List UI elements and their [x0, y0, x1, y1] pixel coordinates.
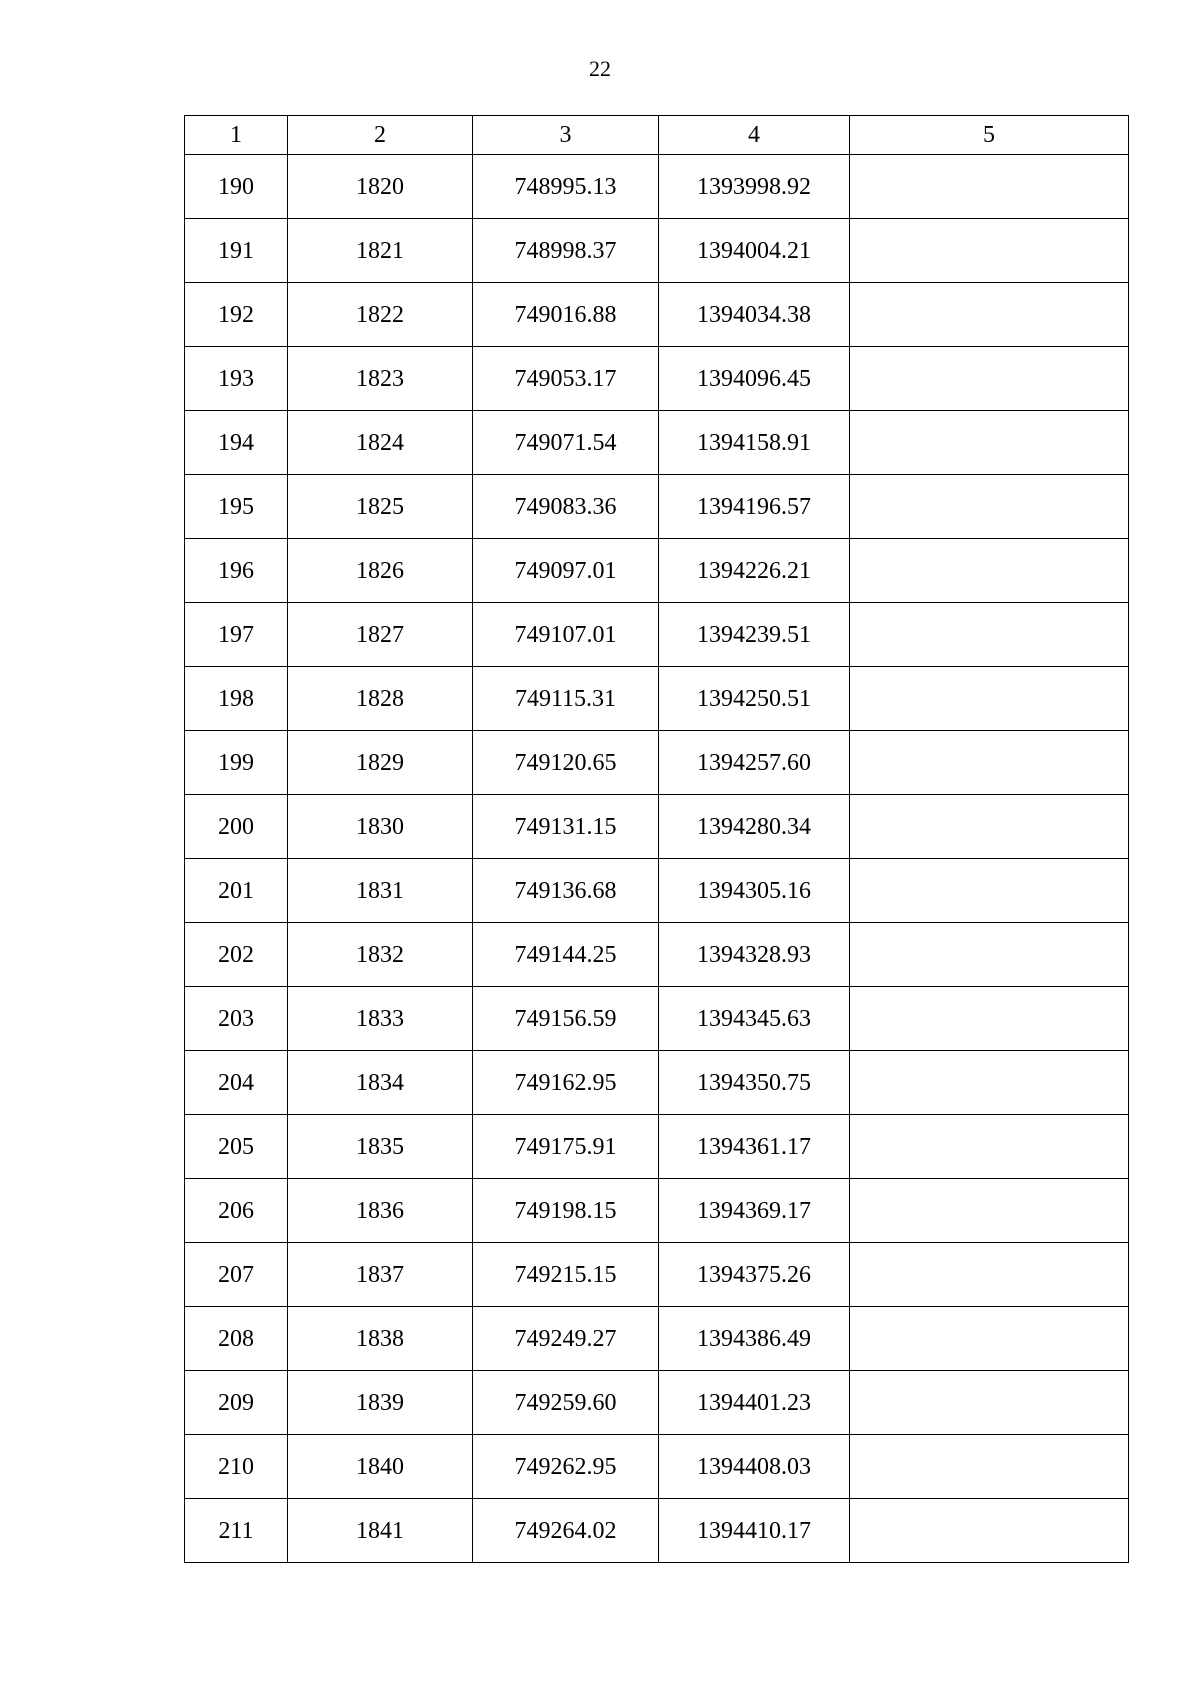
table-cell-col-3: 749215.15: [473, 1243, 659, 1307]
table-cell-col-4: 1394226.21: [659, 539, 850, 603]
table-cell-col-4: 1394328.93: [659, 923, 850, 987]
table-cell-col-2: 1830: [288, 795, 473, 859]
table-cell-col-4: 1394345.63: [659, 987, 850, 1051]
table-row: [185, 539, 1129, 603]
table-cell-col-2: 1832: [288, 923, 473, 987]
table-row: [185, 1307, 1129, 1371]
table-row: [185, 667, 1129, 731]
column-header-5: 5: [850, 116, 1129, 155]
column-header-4: 4: [659, 116, 850, 155]
table-cell-col-3: 749016.88: [473, 283, 659, 347]
table-cell-col-3: 749262.95: [473, 1435, 659, 1499]
table-row: [185, 1051, 1129, 1115]
table-cell-col-3: 749115.31: [473, 667, 659, 731]
table-cell-col-5: [850, 475, 1129, 539]
table-cell-col-3: 748995.13: [473, 155, 659, 219]
table-cell-col-2: 1823: [288, 347, 473, 411]
table-row: [185, 155, 1129, 219]
table-cell-col-4: 1394239.51: [659, 603, 850, 667]
table-cell-col-1: 206: [185, 1179, 288, 1243]
table-cell-col-3: 748998.37: [473, 219, 659, 283]
table-cell-col-3: 749175.91: [473, 1115, 659, 1179]
table-cell-col-4: 1394305.16: [659, 859, 850, 923]
table-cell-col-3: 749156.59: [473, 987, 659, 1051]
table-cell-col-4: 1394096.45: [659, 347, 850, 411]
table-cell-col-3: 749107.01: [473, 603, 659, 667]
table-cell-col-1: 194: [185, 411, 288, 475]
table-cell-col-3: 749120.65: [473, 731, 659, 795]
table-row: [185, 219, 1129, 283]
table-cell-col-2: 1829: [288, 731, 473, 795]
table-cell-col-3: 749144.25: [473, 923, 659, 987]
table-cell-col-3: 749259.60: [473, 1371, 659, 1435]
table-cell-col-3: 749249.27: [473, 1307, 659, 1371]
table-cell-col-3: 749136.68: [473, 859, 659, 923]
table-cell-col-2: 1826: [288, 539, 473, 603]
table-row: [185, 1179, 1129, 1243]
table-cell-col-5: [850, 1371, 1129, 1435]
table-cell-col-2: 1836: [288, 1179, 473, 1243]
table-cell-col-4: 1394401.23: [659, 1371, 850, 1435]
table-body: [185, 155, 1129, 1563]
table-cell-col-5: [850, 1243, 1129, 1307]
table-cell-col-2: 1835: [288, 1115, 473, 1179]
table-row: [185, 987, 1129, 1051]
table-cell-col-5: [850, 1051, 1129, 1115]
table-row: [185, 1499, 1129, 1563]
table-cell-col-5: [850, 987, 1129, 1051]
table-cell-col-4: 1394280.34: [659, 795, 850, 859]
table-cell-col-1: 201: [185, 859, 288, 923]
table-cell-col-1: 208: [185, 1307, 288, 1371]
table-cell-col-5: [850, 667, 1129, 731]
table-cell-col-1: 199: [185, 731, 288, 795]
table-cell-col-4: 1394369.17: [659, 1179, 850, 1243]
table-cell-col-2: 1838: [288, 1307, 473, 1371]
table-cell-col-4: 1394034.38: [659, 283, 850, 347]
table-cell-col-1: 196: [185, 539, 288, 603]
table-cell-col-5: [850, 1499, 1129, 1563]
table-cell-col-2: 1821: [288, 219, 473, 283]
table-cell-col-1: 204: [185, 1051, 288, 1115]
table-cell-col-5: [850, 1179, 1129, 1243]
table-cell-col-3: 749131.15: [473, 795, 659, 859]
table-cell-col-5: [850, 411, 1129, 475]
table-row: [185, 795, 1129, 859]
table-cell-col-1: 211: [185, 1499, 288, 1563]
table-cell-col-4: 1394410.17: [659, 1499, 850, 1563]
table-cell-col-1: 200: [185, 795, 288, 859]
coordinates-table: [184, 115, 1129, 1563]
table-cell-col-5: [850, 539, 1129, 603]
table-cell-col-5: [850, 347, 1129, 411]
table-row: [185, 603, 1129, 667]
table-cell-col-5: [850, 155, 1129, 219]
table-cell-col-4: 1394250.51: [659, 667, 850, 731]
table-cell-col-5: [850, 923, 1129, 987]
table-cell-col-5: [850, 603, 1129, 667]
table-cell-col-2: 1839: [288, 1371, 473, 1435]
table-row: [185, 475, 1129, 539]
table-cell-col-3: 749264.02: [473, 1499, 659, 1563]
table-cell-col-4: 1394408.03: [659, 1435, 850, 1499]
table-cell-col-3: 749053.17: [473, 347, 659, 411]
table-cell-col-3: 749071.54: [473, 411, 659, 475]
table-row: [185, 859, 1129, 923]
table-cell-col-2: 1820: [288, 155, 473, 219]
table-cell-col-4: 1394158.91: [659, 411, 850, 475]
table-cell-col-2: 1827: [288, 603, 473, 667]
table-cell-col-1: 198: [185, 667, 288, 731]
table-row: [185, 1435, 1129, 1499]
column-header-3: 3: [473, 116, 659, 155]
table-cell-col-1: 203: [185, 987, 288, 1051]
table-cell-col-4: 1394350.75: [659, 1051, 850, 1115]
table-cell-col-5: [850, 859, 1129, 923]
table-cell-col-4: 1394361.17: [659, 1115, 850, 1179]
table-cell-col-5: [850, 1435, 1129, 1499]
table-cell-col-2: 1824: [288, 411, 473, 475]
table-cell-col-2: 1825: [288, 475, 473, 539]
table-cell-col-2: 1822: [288, 283, 473, 347]
table-row: [185, 923, 1129, 987]
table-cell-col-5: [850, 731, 1129, 795]
table-cell-col-5: [850, 219, 1129, 283]
table-cell-col-1: 191: [185, 219, 288, 283]
table-cell-col-1: 197: [185, 603, 288, 667]
table-cell-col-1: 209: [185, 1371, 288, 1435]
table-cell-col-1: 207: [185, 1243, 288, 1307]
table-row: [185, 1243, 1129, 1307]
table-cell-col-1: 190: [185, 155, 288, 219]
table-cell-col-5: [850, 1115, 1129, 1179]
table-cell-col-2: 1841: [288, 1499, 473, 1563]
table-cell-col-2: 1831: [288, 859, 473, 923]
table-cell-col-3: 749198.15: [473, 1179, 659, 1243]
table-cell-col-4: 1394196.57: [659, 475, 850, 539]
table-cell-col-4: 1394004.21: [659, 219, 850, 283]
table-cell-col-1: 205: [185, 1115, 288, 1179]
header-row: [185, 116, 1129, 155]
table-cell-col-5: [850, 795, 1129, 859]
table-cell-col-3: 749083.36: [473, 475, 659, 539]
table-cell-col-4: 1394386.49: [659, 1307, 850, 1371]
table-cell-col-1: 192: [185, 283, 288, 347]
table-cell-col-4: 1393998.92: [659, 155, 850, 219]
table-row: [185, 283, 1129, 347]
table-header: [185, 116, 1129, 155]
table-cell-col-3: 749162.95: [473, 1051, 659, 1115]
table-row: [185, 1371, 1129, 1435]
table-cell-col-1: 210: [185, 1435, 288, 1499]
table-row: [185, 731, 1129, 795]
table-cell-col-2: 1840: [288, 1435, 473, 1499]
table-cell-col-4: 1394257.60: [659, 731, 850, 795]
column-header-2: 2: [288, 116, 473, 155]
table-cell-col-3: 749097.01: [473, 539, 659, 603]
table-cell-col-5: [850, 1307, 1129, 1371]
table-cell-col-2: 1828: [288, 667, 473, 731]
page-number: 22: [589, 56, 611, 81]
table-cell-col-5: [850, 283, 1129, 347]
table-row: [185, 411, 1129, 475]
table-cell-col-1: 193: [185, 347, 288, 411]
table-row: [185, 347, 1129, 411]
table-cell-col-1: 202: [185, 923, 288, 987]
table-cell-col-2: 1834: [288, 1051, 473, 1115]
column-header-1: 1: [185, 116, 288, 155]
table-cell-col-4: 1394375.26: [659, 1243, 850, 1307]
table-cell-col-1: 195: [185, 475, 288, 539]
table-cell-col-2: 1833: [288, 987, 473, 1051]
table-row: [185, 1115, 1129, 1179]
table-cell-col-2: 1837: [288, 1243, 473, 1307]
